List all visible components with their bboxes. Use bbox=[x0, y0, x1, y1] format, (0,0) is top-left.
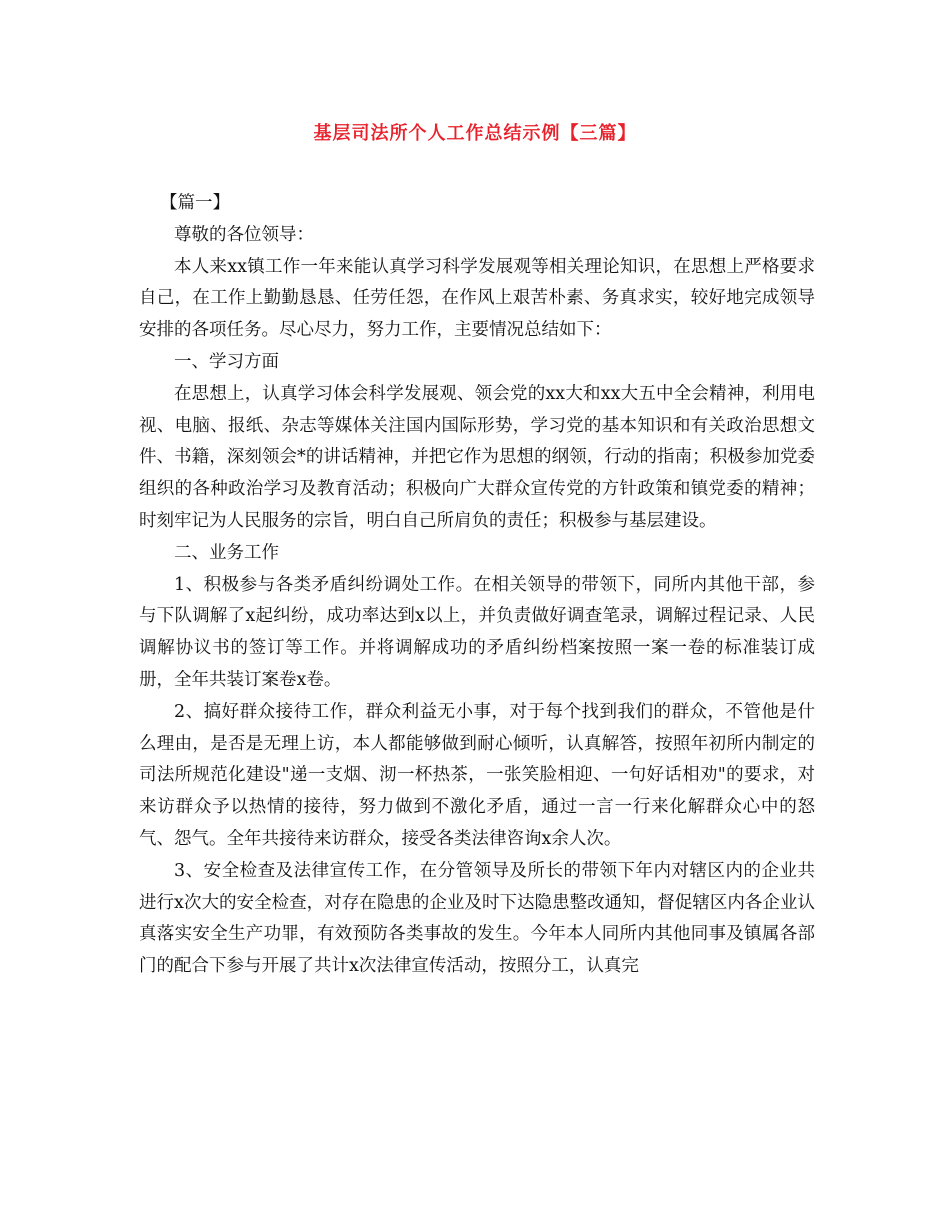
subheading-work: 二、业务工作 bbox=[174, 542, 279, 563]
paragraph-intro: 本人来xx镇工作一年来能认真学习科学发展观等相关理论知识，在思想上严格要求自己，在工作上勤勤恳恳、任劳任怨，在作风上艰苦朴素、务真求实，较好地完成领导安排的各项任务。尽心尽力，努力工作，主要情况总结如下： bbox=[139, 256, 815, 341]
paragraph-work-3: 3、安全检查及法律宣传工作，在分管领导及所长的带领下年内对辖区内的企业共进行x次大的安全检查，对存在隐患的企业及时下达隐患整改通知，督促辖区内各企业认真落实安全生产功罪，有效预防各类事故的发生。今年本人同所内其他同事及镇属各部门的配合下参与开展了共计x次法律宣传活动，按照分工，认真完 bbox=[139, 860, 815, 977]
document-body bbox=[139, 188, 815, 983]
document-title: 基层司法所个人工作总结示例【三篇】 bbox=[313, 123, 637, 144]
salutation: 尊敬的各位领导： bbox=[174, 224, 314, 245]
section-heading: 【篇一】 bbox=[160, 193, 230, 213]
subheading-study: 一、学习方面 bbox=[174, 351, 279, 372]
paragraph-study: 在思想上，认真学习体会科学发展观、领会党的xx大和xx大五中全会精神，利用电视、电脑、报纸、杂志等媒体关注国内国际形势，学习党的基本知识和有关政治思想文件、书籍，深刻领会*的讲话精神，并把它作为思想的纲领，行动的指南；积极参加党委组织的各种政治学习及教育活动；积极向广大群众宣传党的方针政策和镇党委的精神；时刻牢记为人民服务的宗旨，明白自己所肩负的责任；积极参与基层建设。 bbox=[139, 383, 815, 531]
paragraph-work-1: 1、积极参与各类矛盾纠纷调处工作。在相关领导的带领下，同所内其他干部，参与下队调解了x起纠纷，成功率达到x以上，并负责做好调查笔录，调解过程记录、人民调解协议书的签订等工作。并将调解成功的矛盾纠纷档案按照一案一卷的标准装订成册，全年共装订案卷x卷。 bbox=[139, 574, 815, 690]
paragraph-work-2: 2、搞好群众接待工作，群众利益无小事，对于每个找到我们的群众，不管他是什么理由，是否是无理上访，本人都能够做到耐心倾听，认真解答，按照年初所内制定的司法所规范化建设"递一支烟、沏一杯热茶，一张笑脸相迎、一句好话相劝"的要求，对来访群众予以热情的接待，努力做到不激化矛盾，通过一言一行来化解群众心中的怒气、怨气。全年共接待来访群众，接受各类法律咨询x余人次。 bbox=[139, 701, 815, 849]
